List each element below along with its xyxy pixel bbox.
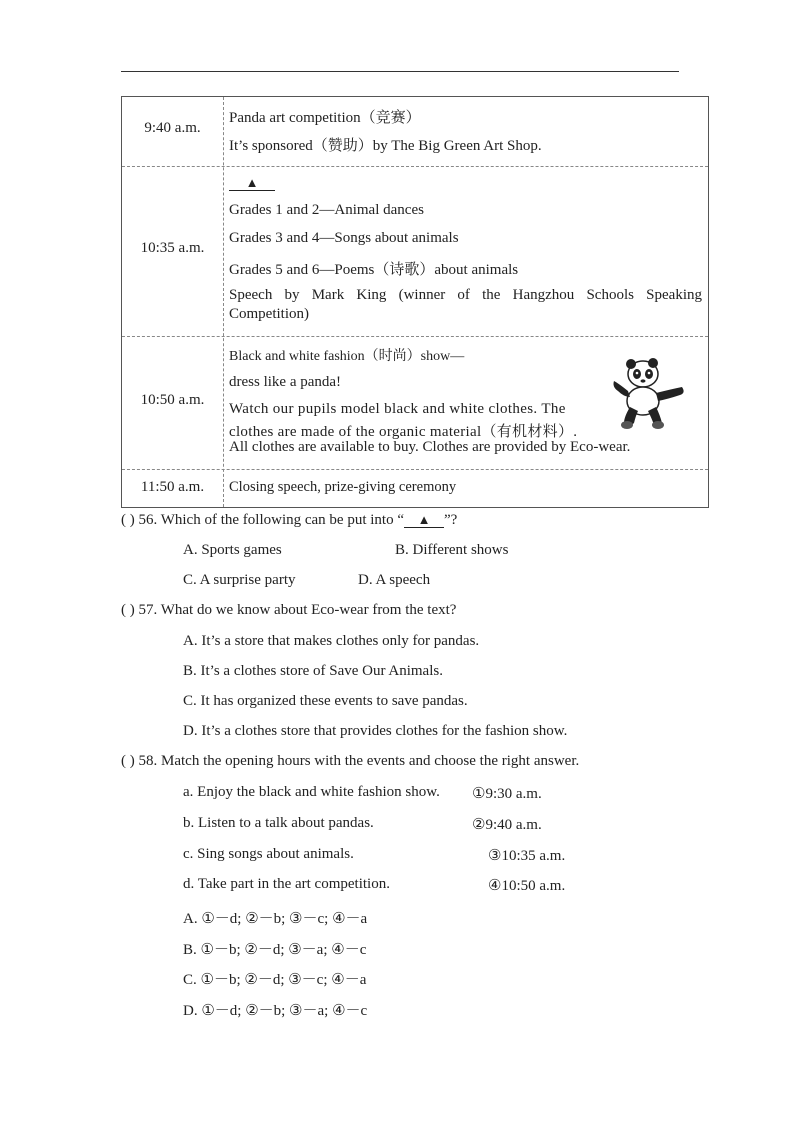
question-text: 57. What do we know about Eco-wear from the text? <box>138 602 457 618</box>
time-cell: 11:50 a.m. <box>140 479 205 495</box>
hour-4: ④10:50 a.m. <box>488 878 566 894</box>
row-text: Closing speech, prize-giving ceremony <box>229 479 457 495</box>
option-c: C. A surprise party <box>183 572 296 588</box>
row-text: Competition) <box>229 306 309 322</box>
hour-3: ③10:35 a.m. <box>488 848 566 864</box>
row-text: Grades 1 and 2—Animal dances <box>229 202 424 218</box>
panda-illustration <box>610 357 690 437</box>
table-row <box>122 469 708 509</box>
question-text-end: ”? <box>444 512 458 528</box>
time-cell: 10:50 a.m. <box>140 392 205 408</box>
row-text: clothes are made of the organic material（有机材料）. <box>229 424 578 440</box>
row-text: It’s sponsored（赞助）by The Big Green Art Shop. <box>229 138 542 154</box>
option-d: D. A speech <box>358 572 431 588</box>
row-text: Black and white fashion（时尚）show— <box>229 349 465 364</box>
time-cell: 10:35 a.m. <box>140 240 205 256</box>
answer-blank: ▲ <box>229 176 275 191</box>
question-text: 56. Which of the following can be put into “ <box>138 512 404 528</box>
option-c: C. ①－b; ②－d; ③－c; ④－a <box>183 972 367 988</box>
event-c: c. Sing songs about animals. <box>183 846 354 862</box>
row-text: Speech by Mark King (winner of the Hangzhou Schools Speaking <box>229 287 702 303</box>
hour-2: ②9:40 a.m. <box>472 817 542 833</box>
table-row <box>122 97 708 166</box>
option-c: C. It has organized these events to save pandas. <box>183 693 468 709</box>
event-b: b. Listen to a talk about pandas. <box>183 815 374 831</box>
option-b: B. It’s a clothes store of Save Our Animals. <box>183 663 443 679</box>
event-a: a. Enjoy the black and white fashion show. <box>183 784 440 800</box>
answer-paren: ( ) <box>121 753 135 769</box>
row-text: dress like a panda! <box>229 374 342 390</box>
option-d: D. It’s a clothes store that provides clothes for the fashion show. <box>183 723 568 739</box>
option-a: A. ①－d; ②－b; ③－c; ④－a <box>183 911 368 927</box>
row-text: Grades 5 and 6—Poems（诗歌）about animals <box>229 262 519 278</box>
option-a: A. Sports games <box>183 542 282 558</box>
option-d: D. ①－d; ②－b; ③－a; ④－c <box>183 1003 368 1019</box>
question-56 <box>121 512 457 529</box>
row-text: Watch our pupils model black and white clothes. The <box>229 401 566 417</box>
answer-paren: ( ) <box>121 512 135 528</box>
question-58 <box>121 753 579 770</box>
hour-1: ①9:30 a.m. <box>472 786 542 802</box>
schedule-table <box>121 96 709 508</box>
row-text: Grades 3 and 4—Songs about animals <box>229 230 459 246</box>
option-b: B. Different shows <box>395 542 509 558</box>
time-cell: 9:40 a.m. <box>144 120 201 136</box>
option-a: A. It’s a store that makes clothes only for pandas. <box>183 633 480 649</box>
row-text: Panda art competition（竞赛） <box>229 110 421 126</box>
event-d: d. Take part in the art competition. <box>183 876 390 892</box>
answer-blank: ▲ <box>404 513 444 528</box>
question-text: 58. Match the opening hours with the events and choose the right answer. <box>138 753 580 769</box>
answer-paren: ( ) <box>121 602 135 618</box>
question-57 <box>121 602 456 619</box>
header-rule <box>121 71 679 72</box>
row-text: All clothes are available to buy. Clothes are provided by Eco-wear. <box>229 439 631 455</box>
option-b: B. ①－b; ②－d; ③－a; ④－c <box>183 942 367 958</box>
table-row <box>122 166 708 337</box>
